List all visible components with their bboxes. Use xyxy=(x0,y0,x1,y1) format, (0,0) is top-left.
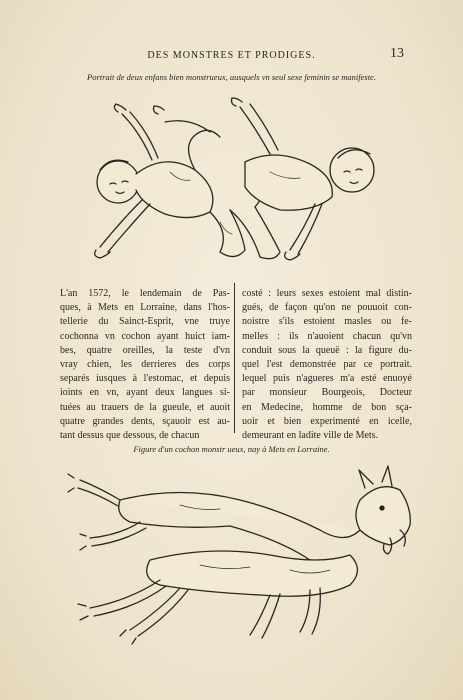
running-title: DES MONSTRES ET PRODIGES. xyxy=(147,50,316,61)
text-line: demeurant en ladite ville de Mets. xyxy=(242,430,379,442)
text-line: vray chien, les derrieres des corps xyxy=(60,359,230,371)
text-line: tellerie du Sainct-Esprit, vne truye xyxy=(60,316,230,328)
figure-caption-infants: Portrait de deux enfans bien monstrueux, ausquels vn seul sexe feminin se manifeste. xyxy=(87,72,376,82)
monstrous-pig-illustration xyxy=(60,460,420,645)
text-line: conduit sous la queuë : la figure du- xyxy=(242,344,412,356)
text-line: cochonna vn cochon ayant huict iam- xyxy=(60,330,230,342)
text-line: gués, de façon qu'on ne pouuoit con- xyxy=(242,302,412,314)
page-number: 13 xyxy=(390,46,404,61)
text-column-left xyxy=(60,287,230,443)
text-line: quel l'est demonstrée par ce portrait. xyxy=(242,359,412,371)
text-column-right xyxy=(242,287,412,443)
text-line: tuées au trauers de la gueule, et auoit xyxy=(60,401,230,413)
column-divider xyxy=(234,283,235,433)
text-line: melles : ils n'auoient chacun qu'vn xyxy=(242,330,412,342)
text-line: ques, à Mets en Lorraine, dans l'hos- xyxy=(60,302,230,314)
text-line: bes, quatre oreilles, la teste d'vn xyxy=(60,344,230,356)
text-line: tant dessus que dessous, de chacun xyxy=(60,430,200,442)
text-line: par monsieur Bourgeois, Docteur xyxy=(242,387,412,399)
text-line: separés iusques à l'estomac, et depuis xyxy=(60,373,230,385)
text-line: noistre s'ils estoient masles ou fe- xyxy=(242,316,412,328)
text-line: ioints en vn, ayant deux langues si- xyxy=(60,387,230,399)
text-line: costé : leurs sexes estoient mal distin- xyxy=(242,288,412,299)
figure-caption-pig: Figure d'un cochon monstr ueux, nay à Mets en Lorraine. xyxy=(133,444,330,454)
text-line: lequel puis n'agueres m'a esté enuoyé xyxy=(242,373,412,385)
text-line: quatre grandes dents, sçauoir est au- xyxy=(60,415,230,427)
text-line: en Medecine, homme de bon sça- xyxy=(242,401,412,413)
text-line: uoir et bien experimenté en icelle, xyxy=(242,415,412,427)
conjoined-infants-illustration xyxy=(70,92,400,272)
text-line: L'an 1572, le lendemain de Pas- xyxy=(60,288,230,299)
